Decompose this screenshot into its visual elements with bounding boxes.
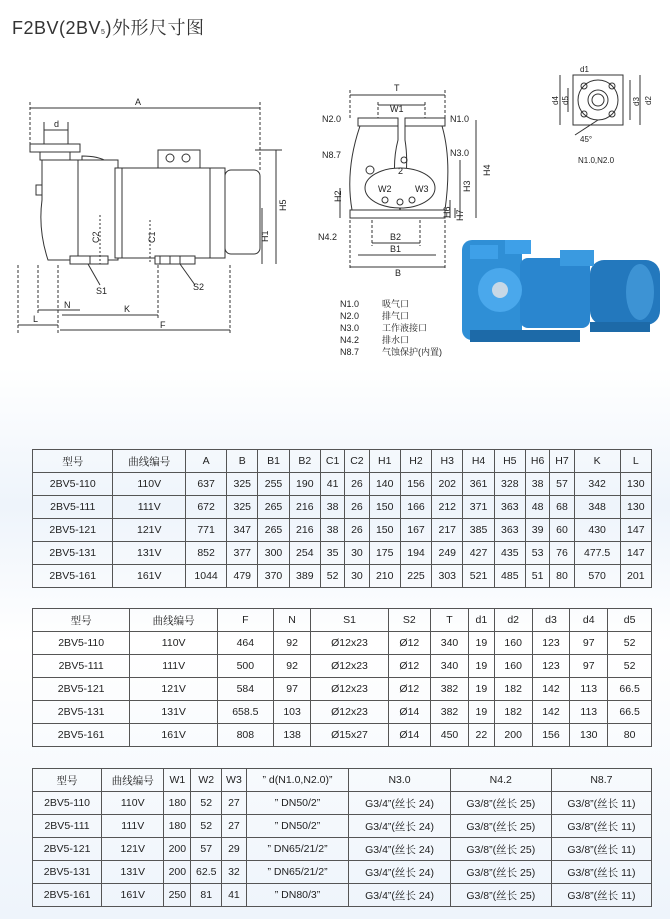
table-row xyxy=(33,565,652,588)
table-cell: 2BV5-111 xyxy=(33,815,102,838)
table-cell: 325 xyxy=(227,473,258,496)
table-cell: 361 xyxy=(463,473,494,496)
svg-text:N3.0: N3.0 xyxy=(450,148,470,158)
table-cell: 254 xyxy=(289,542,320,565)
table-cell: 2BV5-131 xyxy=(33,542,113,565)
table-cell: 130 xyxy=(620,473,651,496)
table-cell: 570 xyxy=(574,565,620,588)
header-cell: H2 xyxy=(400,450,431,473)
svg-text:W1: W1 xyxy=(390,104,404,114)
table-cell: 27 xyxy=(222,815,246,838)
table-cell: 113 xyxy=(570,678,608,701)
table-cell: 2BV5-121 xyxy=(33,678,130,701)
table-cell: 477.5 xyxy=(574,542,620,565)
table-cell: 57 xyxy=(550,473,574,496)
table-cell: 2BV5-121 xyxy=(33,838,102,861)
table-cell: G3/8”(丝长 11) xyxy=(551,792,651,815)
header-cell: K xyxy=(574,450,620,473)
table-row xyxy=(33,884,652,907)
table-cell: 194 xyxy=(400,542,431,565)
header-cell: N4.2 xyxy=(450,769,551,792)
header-cell: W1 xyxy=(164,769,191,792)
table-cell: 2BV5-110 xyxy=(33,792,102,815)
table-cell: 38 xyxy=(320,496,344,519)
header-cell: 型号 xyxy=(33,769,102,792)
table-cell: 265 xyxy=(258,496,289,519)
table-cell: G3/8”(丝长 25) xyxy=(450,884,551,907)
table-cell: 584 xyxy=(218,678,274,701)
table-header-row xyxy=(33,450,652,473)
table-cell: G3/8”(丝长 11) xyxy=(551,884,651,907)
header-cell: H3 xyxy=(432,450,463,473)
table-cell: 110V xyxy=(130,632,218,655)
header-cell: 曲线编号 xyxy=(113,450,186,473)
legend-row: N8.7 气蚀保护(内置) xyxy=(340,347,442,357)
table-cell: 53 xyxy=(525,542,549,565)
table-header-row xyxy=(33,769,652,792)
flange-drawing xyxy=(560,75,640,135)
header-cell: d2 xyxy=(494,609,532,632)
dimension-drawings xyxy=(0,60,670,440)
table-cell: 81 xyxy=(191,884,222,907)
table-cell: 200 xyxy=(494,724,532,747)
table-cell: 1044 xyxy=(186,565,227,588)
table-cell: ” DN50/2” xyxy=(246,815,349,838)
svg-text:45°: 45° xyxy=(580,135,593,144)
table-cell: 166 xyxy=(400,496,431,519)
svg-text:N2.0: N2.0 xyxy=(322,114,342,124)
table-cell: 27 xyxy=(222,792,246,815)
svg-text:d1: d1 xyxy=(580,65,589,74)
header-cell: C1 xyxy=(320,450,344,473)
svg-text:H1: H1 xyxy=(260,230,270,242)
svg-text:T: T xyxy=(394,83,400,93)
table-cell: 2BV5-131 xyxy=(33,861,102,884)
svg-text:W3: W3 xyxy=(415,184,429,194)
header-cell: H5 xyxy=(494,450,525,473)
table-cell: 216 xyxy=(289,496,320,519)
table-cell: 110V xyxy=(102,792,164,815)
table-cell: 500 xyxy=(218,655,274,678)
table-cell: 41 xyxy=(222,884,246,907)
table-cell: Ø12x23 xyxy=(311,655,388,678)
table-cell: 672 xyxy=(186,496,227,519)
table-cell: 370 xyxy=(258,565,289,588)
svg-text:N8.7: N8.7 xyxy=(322,150,342,160)
table-cell: 161V xyxy=(130,724,218,747)
header-cell: N8.7 xyxy=(551,769,651,792)
header-cell: 曲线编号 xyxy=(130,609,218,632)
table-cell: 430 xyxy=(574,519,620,542)
svg-text:d: d xyxy=(54,119,60,129)
table-cell: 30 xyxy=(345,542,369,565)
table-cell: 485 xyxy=(494,565,525,588)
table-cell: 637 xyxy=(186,473,227,496)
table-cell: 80 xyxy=(608,724,652,747)
table-cell: Ø12 xyxy=(388,678,431,701)
table-cell: Ø12 xyxy=(388,655,431,678)
table-cell: ” DN65/21/2” xyxy=(246,838,349,861)
table-cell: 97 xyxy=(570,655,608,678)
table-cell: 111V xyxy=(113,496,186,519)
table-cell: G3/4”(丝长 24) xyxy=(349,838,450,861)
table-cell: 382 xyxy=(431,678,469,701)
header-cell: B2 xyxy=(289,450,320,473)
svg-text:H2: H2 xyxy=(333,190,343,202)
table-cell: 35 xyxy=(320,542,344,565)
table-cell: 19 xyxy=(468,701,494,724)
table-cell: 325 xyxy=(227,496,258,519)
table-cell: Ø12 xyxy=(388,632,431,655)
svg-text:H7: H7 xyxy=(455,209,465,221)
header-cell: C2 xyxy=(345,450,369,473)
pump-photo xyxy=(462,240,660,342)
table-cell: 2BV5-161 xyxy=(33,884,102,907)
header-cell: S1 xyxy=(311,609,388,632)
table-cell: G3/8”(丝长 25) xyxy=(450,861,551,884)
table-cell: 2BV5-161 xyxy=(33,724,130,747)
header-cell: d5 xyxy=(608,609,652,632)
svg-text:N4.2: N4.2 xyxy=(318,232,338,242)
table-cell: 2BV5-131 xyxy=(33,701,130,724)
table-cell: 103 xyxy=(273,701,311,724)
dimensions-table-3 xyxy=(32,768,652,907)
legend-row: N2.0 排气口 xyxy=(340,311,410,321)
table-cell: 142 xyxy=(532,701,570,724)
header-cell: A xyxy=(186,450,227,473)
table-cell: 389 xyxy=(289,565,320,588)
svg-text:N1.0,N2.0: N1.0,N2.0 xyxy=(578,156,615,165)
table-row xyxy=(33,678,652,701)
table-cell: G3/8”(丝长 11) xyxy=(551,861,651,884)
table-cell: 131V xyxy=(102,861,164,884)
table-cell: 347 xyxy=(227,519,258,542)
table-cell: 147 xyxy=(620,519,651,542)
svg-text:L: L xyxy=(33,314,39,324)
table-cell: 150 xyxy=(369,519,400,542)
svg-text:2: 2 xyxy=(398,166,404,176)
table-cell: 156 xyxy=(532,724,570,747)
table-cell: G3/4”(丝长 24) xyxy=(349,792,450,815)
table-cell: ” DN65/21/2” xyxy=(246,861,349,884)
table-row xyxy=(33,473,652,496)
table-cell: 26 xyxy=(345,519,369,542)
table-cell: G3/4”(丝长 24) xyxy=(349,861,450,884)
table-cell: 340 xyxy=(431,632,469,655)
header-cell: 曲线编号 xyxy=(102,769,164,792)
table-cell: 123 xyxy=(532,655,570,678)
table-cell: G3/4”(丝长 24) xyxy=(349,815,450,838)
table-row xyxy=(33,655,652,678)
table-cell: 80 xyxy=(550,565,574,588)
table-cell: 138 xyxy=(273,724,311,747)
table-cell: 216 xyxy=(289,519,320,542)
svg-text:S2: S2 xyxy=(193,282,205,292)
table-cell: 60 xyxy=(550,519,574,542)
table-cell: G3/8”(丝长 25) xyxy=(450,838,551,861)
svg-text:H4: H4 xyxy=(482,164,492,176)
table-cell: ” DN50/2” xyxy=(246,792,349,815)
table-cell: 57 xyxy=(191,838,222,861)
table-cell: 32 xyxy=(222,861,246,884)
table-cell: G3/8”(丝长 11) xyxy=(551,838,651,861)
svg-text:d2: d2 xyxy=(644,96,653,105)
table-cell: G3/8”(丝长 11) xyxy=(551,815,651,838)
table-cell: 771 xyxy=(186,519,227,542)
table-cell: Ø14 xyxy=(388,724,431,747)
svg-text:N: N xyxy=(64,300,71,310)
table-row xyxy=(33,701,652,724)
table-cell: 250 xyxy=(164,884,191,907)
table-cell: 52 xyxy=(608,632,652,655)
table-cell: 464 xyxy=(218,632,274,655)
svg-text:A: A xyxy=(135,97,142,107)
table-cell: 52 xyxy=(608,655,652,678)
table-cell: 92 xyxy=(273,655,311,678)
table-cell: 175 xyxy=(369,542,400,565)
table-cell: Ø14 xyxy=(388,701,431,724)
table-cell: 30 xyxy=(345,565,369,588)
table-cell: 371 xyxy=(463,496,494,519)
table-row xyxy=(33,815,652,838)
table-cell: 52 xyxy=(320,565,344,588)
table-cell: 212 xyxy=(432,496,463,519)
table-cell: 160 xyxy=(494,655,532,678)
svg-text:N1.0: N1.0 xyxy=(450,114,470,124)
svg-text:d4: d4 xyxy=(551,96,560,105)
table-cell: 97 xyxy=(273,678,311,701)
table-cell: 182 xyxy=(494,701,532,724)
svg-text:C1: C1 xyxy=(147,231,157,243)
table-cell: 39 xyxy=(525,519,549,542)
table-cell: 382 xyxy=(431,701,469,724)
table-cell: 19 xyxy=(468,655,494,678)
table-cell: G3/8”(丝长 25) xyxy=(450,792,551,815)
table-cell: 255 xyxy=(258,473,289,496)
table-cell: 2BV5-121 xyxy=(33,519,113,542)
table-cell: 265 xyxy=(258,519,289,542)
svg-text:B2: B2 xyxy=(390,232,402,242)
header-cell: d1 xyxy=(468,609,494,632)
page-title: F2BV(2BV5)外形尺寸图 xyxy=(12,18,205,38)
table-cell: 450 xyxy=(431,724,469,747)
table-cell: 249 xyxy=(432,542,463,565)
table-row xyxy=(33,496,652,519)
table-cell: 48 xyxy=(525,496,549,519)
table-cell: 19 xyxy=(468,678,494,701)
table-cell: 41 xyxy=(320,473,344,496)
table-cell: 161V xyxy=(113,565,186,588)
table-cell: 377 xyxy=(227,542,258,565)
header-cell: ” d(N1.0,N2.0)” xyxy=(246,769,349,792)
table-cell: 113 xyxy=(570,701,608,724)
table-cell: 385 xyxy=(463,519,494,542)
table-row xyxy=(33,519,652,542)
table-cell: 201 xyxy=(620,565,651,588)
header-cell: d4 xyxy=(570,609,608,632)
table-cell: 2BV5-111 xyxy=(33,655,130,678)
table-cell: 2BV5-110 xyxy=(33,632,130,655)
table-cell: 363 xyxy=(494,496,525,519)
table-cell: 29 xyxy=(222,838,246,861)
table-cell: 225 xyxy=(400,565,431,588)
table-cell: 217 xyxy=(432,519,463,542)
table-cell: 111V xyxy=(130,655,218,678)
table-cell: 180 xyxy=(164,815,191,838)
svg-text:H6: H6 xyxy=(442,206,452,218)
table-cell: 340 xyxy=(431,655,469,678)
table-row xyxy=(33,542,652,565)
table-cell: 167 xyxy=(400,519,431,542)
header-cell: 型号 xyxy=(33,450,113,473)
table-cell: Ø12x23 xyxy=(311,632,388,655)
table-cell: 808 xyxy=(218,724,274,747)
legend-row: N1.0 吸气口 xyxy=(340,299,410,309)
svg-text:B: B xyxy=(395,268,402,278)
header-cell: L xyxy=(620,450,651,473)
table-row xyxy=(33,724,652,747)
table-cell: 2BV5-111 xyxy=(33,496,113,519)
svg-text:B1: B1 xyxy=(390,244,402,254)
table-cell: 200 xyxy=(164,861,191,884)
table-cell: 123 xyxy=(532,632,570,655)
table-cell: 140 xyxy=(369,473,400,496)
table-cell: 92 xyxy=(273,632,311,655)
table-cell: 180 xyxy=(164,792,191,815)
table-cell: 38 xyxy=(525,473,549,496)
header-cell: H4 xyxy=(463,450,494,473)
header-cell: W2 xyxy=(191,769,222,792)
table-cell: 658.5 xyxy=(218,701,274,724)
table-cell: 142 xyxy=(532,678,570,701)
table-cell: Ø12x23 xyxy=(311,701,388,724)
table-cell: 161V xyxy=(102,884,164,907)
table-header-row xyxy=(33,609,652,632)
table-cell: 479 xyxy=(227,565,258,588)
table-cell: 202 xyxy=(432,473,463,496)
table-cell: 131V xyxy=(113,542,186,565)
table-cell: 852 xyxy=(186,542,227,565)
header-cell: T xyxy=(431,609,469,632)
svg-text:K: K xyxy=(124,304,131,314)
table-cell: 200 xyxy=(164,838,191,861)
table-cell: 121V xyxy=(102,838,164,861)
table-cell: 131V xyxy=(130,701,218,724)
header-cell: W3 xyxy=(222,769,246,792)
table-cell: 435 xyxy=(494,542,525,565)
table-cell: 130 xyxy=(570,724,608,747)
table-cell: G3/4”(丝长 24) xyxy=(349,884,450,907)
port-legend xyxy=(340,298,442,358)
header-cell: B1 xyxy=(258,450,289,473)
table-row xyxy=(33,838,652,861)
dimensions-table-2 xyxy=(32,608,652,747)
table-cell: 160 xyxy=(494,632,532,655)
svg-text:d5: d5 xyxy=(561,96,570,105)
table-cell: 38 xyxy=(320,519,344,542)
table-cell: 2BV5-110 xyxy=(33,473,113,496)
table-cell: 150 xyxy=(369,496,400,519)
header-cell: F xyxy=(218,609,274,632)
table-cell: 26 xyxy=(345,473,369,496)
svg-text:F: F xyxy=(160,320,166,330)
table-cell: Ø12x23 xyxy=(311,678,388,701)
table-cell: 210 xyxy=(369,565,400,588)
table-cell: 66.5 xyxy=(608,701,652,724)
table-cell: 300 xyxy=(258,542,289,565)
header-cell: N xyxy=(273,609,311,632)
table-cell: G3/8”(丝长 25) xyxy=(450,815,551,838)
table-cell: 121V xyxy=(130,678,218,701)
table-cell: 521 xyxy=(463,565,494,588)
header-cell: S2 xyxy=(388,609,431,632)
svg-text:C2: C2 xyxy=(91,231,101,243)
header-cell: H1 xyxy=(369,450,400,473)
table-cell: 22 xyxy=(468,724,494,747)
svg-text:H3: H3 xyxy=(462,180,472,192)
table-cell: 76 xyxy=(550,542,574,565)
header-cell: N3.0 xyxy=(349,769,450,792)
legend-row: N3.0 工作液接口 xyxy=(340,323,428,333)
table-cell: 303 xyxy=(432,565,463,588)
header-cell: H6 xyxy=(525,450,549,473)
table-cell: 68 xyxy=(550,496,574,519)
table-cell: ” DN80/3” xyxy=(246,884,349,907)
table-cell: 342 xyxy=(574,473,620,496)
table-row xyxy=(33,861,652,884)
dimensions-table-1 xyxy=(32,449,652,588)
table-cell: 52 xyxy=(191,815,222,838)
legend-row: N4.2 排水口 xyxy=(340,335,410,345)
table-cell: 121V xyxy=(113,519,186,542)
table-cell: 110V xyxy=(113,473,186,496)
svg-text:H5: H5 xyxy=(278,199,288,211)
svg-text:W2: W2 xyxy=(378,184,392,194)
table-cell: 363 xyxy=(494,519,525,542)
table-cell: 156 xyxy=(400,473,431,496)
table-cell: Ø15x27 xyxy=(311,724,388,747)
table-cell: 111V xyxy=(102,815,164,838)
table-cell: 147 xyxy=(620,542,651,565)
table-cell: 427 xyxy=(463,542,494,565)
table-cell: 66.5 xyxy=(608,678,652,701)
table-cell: 51 xyxy=(525,565,549,588)
table-cell: 62.5 xyxy=(191,861,222,884)
table-cell: 190 xyxy=(289,473,320,496)
table-row xyxy=(33,792,652,815)
table-cell: 328 xyxy=(494,473,525,496)
header-cell: B xyxy=(227,450,258,473)
table-row xyxy=(33,632,652,655)
table-cell: 26 xyxy=(345,496,369,519)
table-cell: 130 xyxy=(620,496,651,519)
table-cell: 97 xyxy=(570,632,608,655)
header-cell: d3 xyxy=(532,609,570,632)
side-view-drawing xyxy=(18,102,282,335)
table-cell: 19 xyxy=(468,632,494,655)
header-cell: H7 xyxy=(550,450,574,473)
table-cell: 348 xyxy=(574,496,620,519)
header-cell: 型号 xyxy=(33,609,130,632)
svg-text:d3: d3 xyxy=(632,97,641,106)
table-cell: 52 xyxy=(191,792,222,815)
svg-text:S1: S1 xyxy=(96,286,108,296)
table-cell: 182 xyxy=(494,678,532,701)
table-cell: 2BV5-161 xyxy=(33,565,113,588)
